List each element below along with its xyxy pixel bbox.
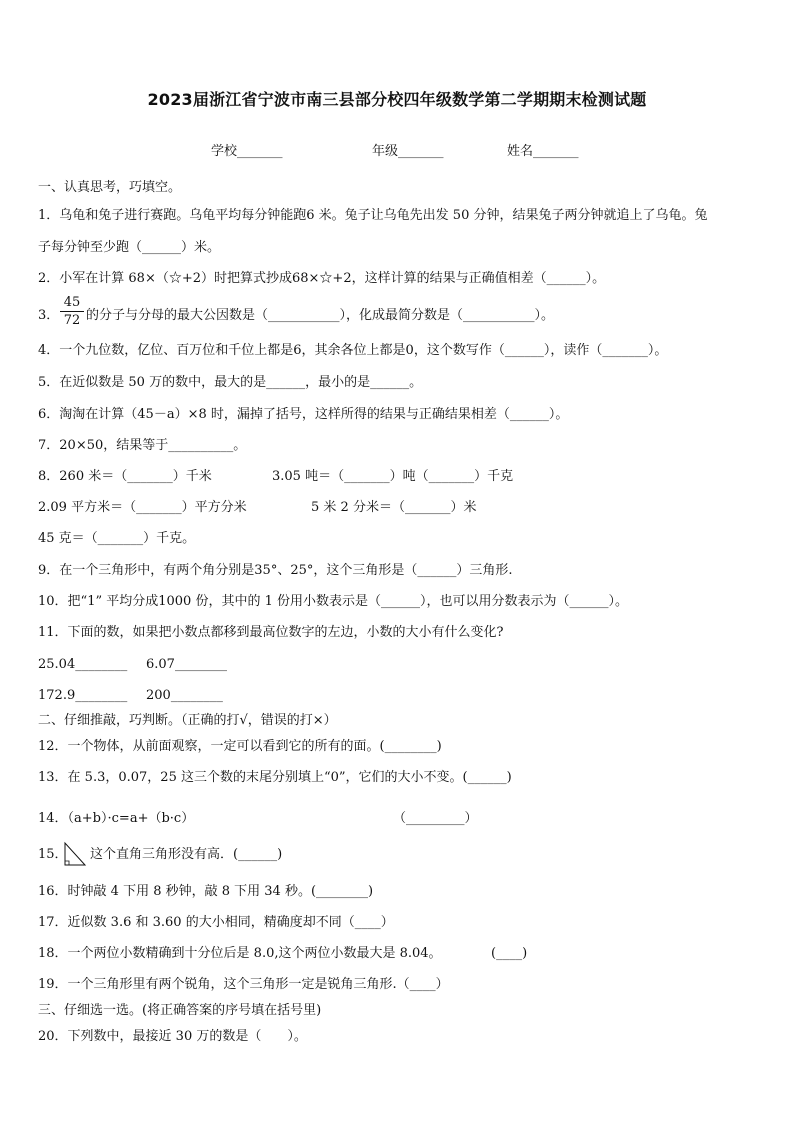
question-11-item-b: 6.07________: [146, 657, 227, 672]
question-2: 2．小军在计算 68×（☆+2）时把算式抄成68×☆+2，这样计算的结果与正确值相差（______）。: [38, 271, 606, 286]
question-11: 11．下面的数，如果把小数点都移到最高位数字的左边，小数的大小有什么变化?: [38, 625, 504, 640]
question-13: 13．在 5.3，0.07，25 这三个数的末尾分别填上“0”，它们的大小不变。(______): [38, 770, 512, 785]
question-14: 14．（a+b）·c=a+（b·c）: [38, 811, 195, 826]
question-1-line-2: 子每分钟至少跑（______）米。: [38, 240, 221, 255]
question-8-part-d: 5 米 2 分米＝（_______）米: [311, 500, 477, 515]
name-field: 姓名_______: [507, 144, 579, 159]
fraction-45-72: [60, 295, 84, 328]
question-3-text: 的分子与分母的最大公因数是（___________），化成最简分数是（___________）。: [86, 308, 555, 323]
question-19: 19．一个三角形里有两个锐角，这个三角形一定是锐角三角形.（____）: [38, 977, 449, 992]
fraction-denominator: 72: [63, 313, 81, 328]
right-triangle-icon: [63, 841, 87, 867]
question-7: 7．20×50，结果等于__________。: [38, 438, 247, 453]
question-11-item-c: 172.9________: [38, 688, 128, 703]
question-10: 10．把“1” 平均分成1000 份，其中的 1 份用小数表示是（______），也可以用分数表示为（______）。: [38, 594, 628, 609]
question-17: 17．近似数 3.6 和 3.60 的大小相同，精确度却不同（____）: [38, 915, 394, 930]
question-15-text: 这个直角三角形没有高．(______): [90, 847, 283, 862]
question-8-part-e: 45 克＝（_______）千克。: [38, 531, 196, 546]
school-field: 学校_______: [211, 144, 283, 159]
section-2-heading: 二、仔细推敲，巧判断。（正确的打√，错误的打×）: [38, 713, 337, 728]
fraction-numerator: 45: [60, 295, 84, 312]
question-18: 18．一个两位小数精确到十分位后是 8.0,这个两位小数最大是 8.04。: [38, 946, 442, 961]
section-3-heading: 三、仔细选一选。(将正确答案的序号填在括号里): [38, 1003, 322, 1018]
question-8-part-c: 2.09 平方米＝（_______）平方分米: [38, 500, 247, 515]
question-8-part-b: 3.05 吨＝（_______）吨（_______）千克: [272, 469, 514, 484]
section-1-heading: 一、认真思考，巧填空。: [38, 180, 182, 195]
question-3-number: 3．: [38, 308, 60, 323]
question-16: 16．时钟敲 4 下用 8 秒钟，敲 8 下用 34 秒。(________): [38, 884, 374, 899]
question-14-blank: （_________）: [393, 811, 478, 826]
question-11-item-a: 25.04________: [38, 657, 128, 672]
question-1-line-1: 1．乌龟和兔子进行赛跑。乌龟平均每分钟能跑6 米。兔子让乌龟先出发 50 分钟，结果兔子两分钟就追上了乌龟。兔: [38, 208, 708, 223]
question-18-blank: (____): [491, 946, 528, 961]
question-6: 6．淘淘在计算（45－a）×8 时，漏掉了括号，这样所得的结果与正确结果相差（______）。: [38, 407, 569, 422]
question-12: 12．一个物体，从前面观察，一定可以看到它的所有的面。(________): [38, 739, 442, 754]
grade-field: 年级_______: [372, 144, 444, 159]
question-11-item-d: 200________: [146, 688, 223, 703]
question-5: 5．在近似数是 50 万的数中，最大的是______，最小的是______。: [38, 375, 423, 390]
question-20: 20．下列数中，最接近 30 万的数是（ ）。: [38, 1029, 307, 1044]
question-4: 4．一个九位数，亿位、百万位和千位上都是6，其余各位上都是0，这个数写作（______），读作（_______）。: [38, 343, 668, 358]
question-15-number: 15．: [38, 847, 68, 862]
page-title: 2023届浙江省宁波市南三县部分校四年级数学第二学期期末检测试题: [147, 90, 647, 109]
question-9: 9．在一个三角形中，有两个角分别是35°、25°，这个三角形是（______）三角形.: [38, 563, 513, 578]
question-8-part-a: 8．260 米＝（_______）千米: [38, 469, 212, 484]
